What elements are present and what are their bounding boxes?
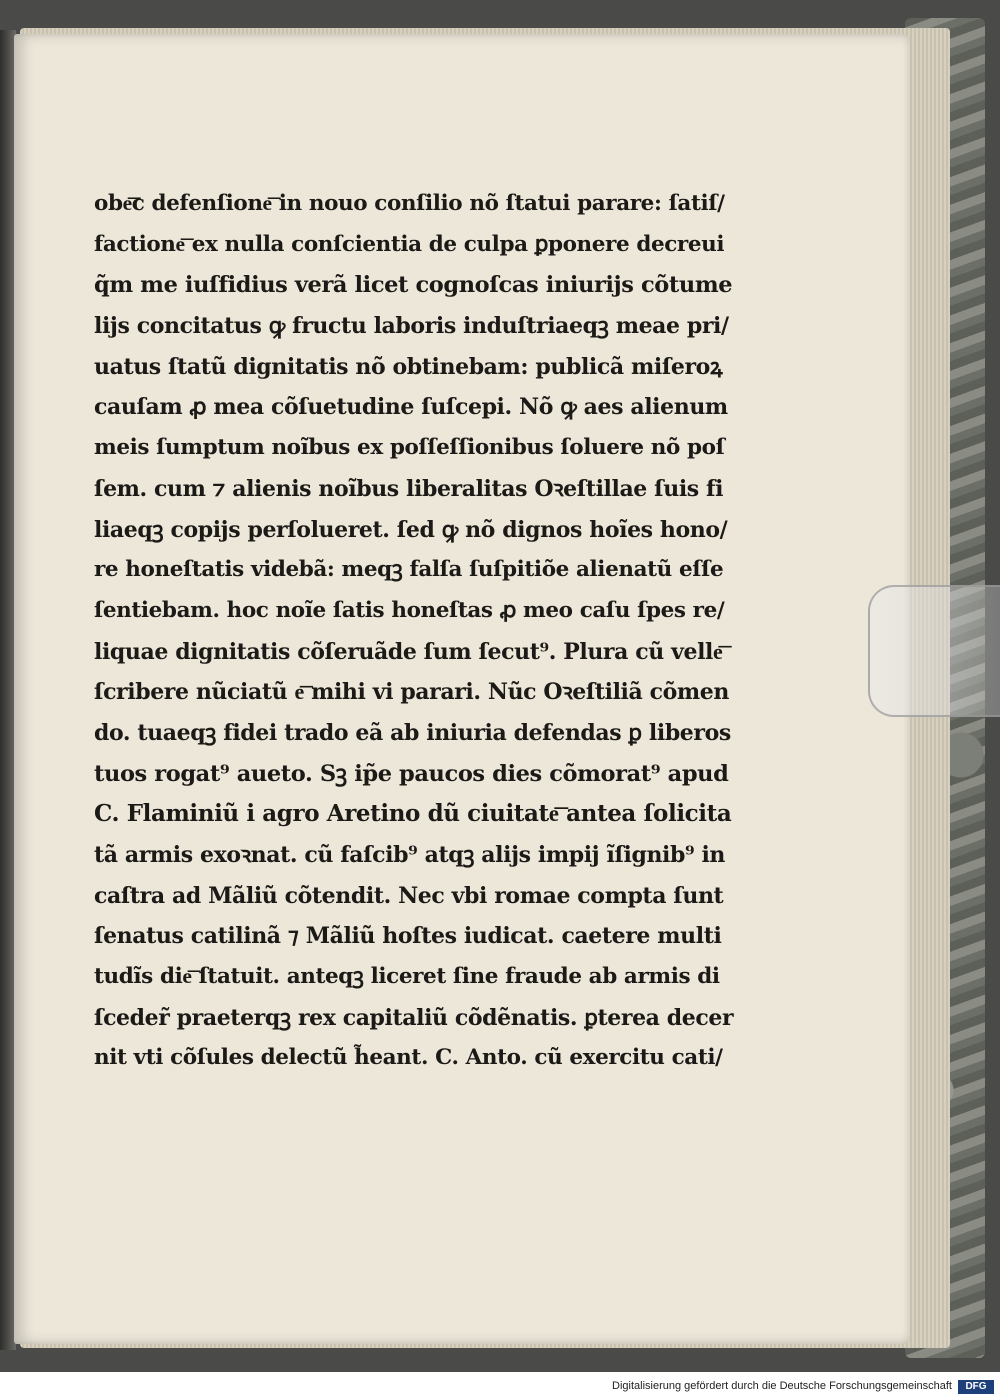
text-line: lijs concitatus ꝙ fructu laboris induſtriaeqꝫ meae pri/: [94, 313, 729, 340]
text-line: tudĩs die͞ ſtatuit. anteqꝫ liceret ſine fraude ab armis di: [94, 964, 720, 990]
text-line: C. Flaminiũ i agro Aretino dũ ciuitate͞ antea ſolicita: [94, 800, 732, 828]
text-line: ſcribere nũciatũ e͞ mihi vi parari. Nũc Oꝛeſtiliã cõmen: [94, 679, 729, 706]
text-line: caſtra ad Mãliũ cõtendit. Nec vbi romae compta ſunt: [94, 882, 724, 909]
funding-credit: Digitalisierung gefördert durch die Deutsche Forschungsgemeinschaft: [612, 1380, 952, 1392]
text-line: cauſam ꝓ mea cõſuetudine ſuſcepi. Nõ ꝙ aes alienum: [94, 394, 728, 421]
dfg-logo: DFG: [958, 1380, 994, 1394]
text-line: nit vti cõſules delectũ h̃eant. C. Anto. cũ exercitu cati/: [94, 1045, 723, 1071]
text-line: factione͞ ex nulla conſcientia de culpa ꝑponere decreui: [94, 231, 725, 257]
text-line: ſenatus catilinã ⁊ Mãliũ hoſtes iudicat. caetere multi: [94, 923, 722, 950]
text-line: obe͞c defenſione͞ in nouo conſilio nõ ſtatui parare: ſatiſ/: [94, 191, 725, 216]
page-holder-clip: [868, 585, 1000, 717]
text-line: q̃m me iuſfidius verã licet cognoſcas iniurijs cõtume: [94, 272, 733, 299]
text-line: uatus ſtatũ dignitatis nõ obtinebam: publicã miſeroꝝ: [94, 353, 723, 380]
text-line: meis ſumptum noĩbus ex poſſeſſionibus ſoluere nõ poſ: [94, 435, 725, 461]
text-line: liaeqꝫ copijs perſolueret. ſed ꝙ nõ dignos hoĩes hono/: [94, 516, 728, 543]
book-page: [14, 34, 910, 1344]
text-line: ſceder̃ praeterqꝫ rex capitaliũ cõdẽnatis. ꝑterea decer: [94, 1004, 734, 1031]
text-line: tuos rogat⁹ aueto. Sꝫ ip̃e paucos dies cõmorat⁹ apud: [94, 760, 729, 787]
text-line: tã armis exoꝛnat. cũ faſcib⁹ atqꝫ alijs impij ĩſignib⁹ in: [94, 842, 726, 868]
text-line: do. tuaeqꝫ fidei trado eã ab iniuria defendas ꝑ liberos: [94, 719, 731, 746]
text-line: liquae dignitatis cõſeruãde ſum ſecut⁹. Plura cũ velle͞: [94, 638, 723, 665]
text-line: ſem. cum ⁊ alienis noĩbus liberalitas Oꝛeſtillae ſuis fi: [94, 475, 724, 502]
text-line: ſentiebam. hoc noĩe ſatis honeſtas ꝓ meo caſu ſpes re/: [94, 597, 725, 623]
text-block: [94, 184, 734, 1079]
text-line: re honeſtatis videbã: meqꝫ falſa ſuſpitiõe alienatũ eſſe: [94, 557, 724, 583]
